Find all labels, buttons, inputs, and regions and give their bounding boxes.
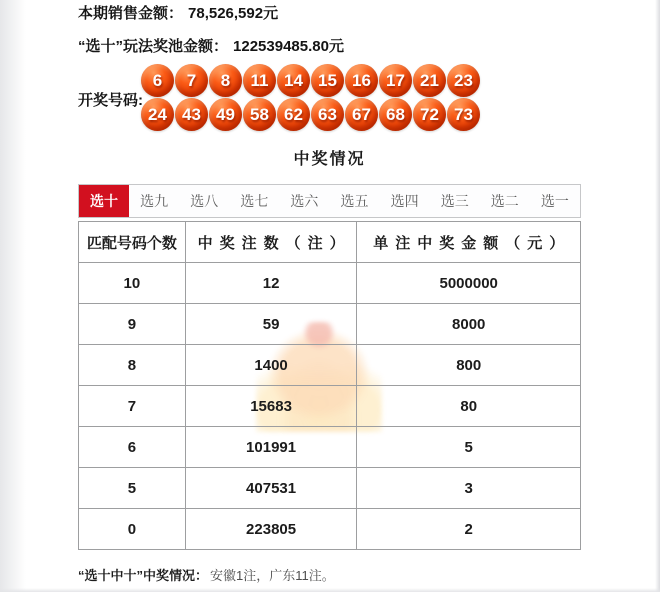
cell-prize: 80 <box>357 386 581 427</box>
lottery-ball: 62 <box>277 98 310 131</box>
header-winning-bets: 中奖注数（注） <box>185 222 357 263</box>
lottery-ball: 11 <box>243 64 276 97</box>
cell-bets: 223805 <box>185 509 357 550</box>
draw-balls-row-2 <box>141 98 480 131</box>
sales-amount-label: 本期销售金额： <box>78 5 184 22</box>
lottery-ball: 23 <box>447 64 480 97</box>
header-matched-count: 匹配号码个数 <box>79 222 186 263</box>
header-prize-per-bet: 单注中奖金额（元） <box>357 222 581 263</box>
cell-matched: 10 <box>79 263 186 304</box>
cell-matched: 7 <box>79 386 186 427</box>
lottery-ball: 63 <box>311 98 344 131</box>
table-row <box>79 304 581 345</box>
winning-status-title: 中奖情况 <box>293 151 366 168</box>
lottery-ball: 49 <box>209 98 242 131</box>
cell-prize: 5 <box>357 427 581 468</box>
pick10-result-footnote <box>78 565 335 584</box>
cell-matched: 9 <box>79 304 186 345</box>
table-row <box>79 386 581 427</box>
prize-table <box>78 221 581 550</box>
lottery-ball: 68 <box>379 98 412 131</box>
sales-amount-value: 78,526,592元 <box>188 5 279 22</box>
tab-pick5[interactable]: 选五 <box>340 193 369 209</box>
prize-pool-label: “选十”玩法奖池金额： <box>78 38 229 55</box>
cell-bets: 15683 <box>185 386 357 427</box>
lottery-ball: 58 <box>243 98 276 131</box>
draw-numbers-label: 开奖号码: <box>78 92 143 109</box>
lottery-ball: 21 <box>413 64 446 97</box>
tab-pick3[interactable]: 选三 <box>440 193 469 209</box>
lottery-ball: 43 <box>175 98 208 131</box>
page-right-edge-shading <box>655 0 660 592</box>
footnote-label: “选十中十”中奖情况： <box>78 568 209 583</box>
tab-pick4[interactable]: 选四 <box>390 193 419 209</box>
lottery-ball: 67 <box>345 98 378 131</box>
cell-matched: 0 <box>79 509 186 550</box>
cell-matched: 5 <box>79 468 186 509</box>
cell-bets: 12 <box>185 263 357 304</box>
tab-pick6[interactable]: 选六 <box>290 193 319 209</box>
cell-prize: 5000000 <box>357 263 581 304</box>
tab-pick2[interactable]: 选二 <box>490 193 519 209</box>
cell-bets: 407531 <box>185 468 357 509</box>
lottery-ball: 7 <box>175 64 208 97</box>
footnote-detail: 安徽1注，广东11注。 <box>210 568 335 583</box>
tab-pick7[interactable]: 选七 <box>240 193 269 209</box>
table-row <box>79 345 581 386</box>
lottery-ball: 73 <box>447 98 480 131</box>
sales-amount-line <box>78 2 278 23</box>
cell-bets: 1400 <box>185 345 357 386</box>
lottery-ball: 6 <box>141 64 174 97</box>
cell-bets: 101991 <box>185 427 357 468</box>
lottery-ball: 8 <box>209 64 242 97</box>
prize-pool-line <box>78 35 344 56</box>
lottery-ball: 17 <box>379 64 412 97</box>
table-row <box>79 468 581 509</box>
cell-matched: 8 <box>79 345 186 386</box>
lottery-ball: 72 <box>413 98 446 131</box>
cell-matched: 6 <box>79 427 186 468</box>
cell-prize: 2 <box>357 509 581 550</box>
table-row <box>79 509 581 550</box>
lottery-ball: 24 <box>141 98 174 131</box>
page-bottom-edge-shading <box>0 588 660 592</box>
tab-pick8[interactable]: 选八 <box>190 193 219 209</box>
cell-prize: 8000 <box>357 304 581 345</box>
table-row <box>79 263 581 304</box>
tab-pick9[interactable]: 选九 <box>140 193 169 209</box>
lottery-ball: 16 <box>345 64 378 97</box>
draw-balls-row-1 <box>141 64 480 97</box>
lottery-ball: 15 <box>311 64 344 97</box>
cell-prize: 800 <box>357 345 581 386</box>
tab-pick10[interactable]: 选十 <box>79 185 129 217</box>
cell-prize: 3 <box>357 468 581 509</box>
page-left-edge-shading <box>0 0 26 592</box>
game-type-tabbar <box>78 184 581 218</box>
tab-pick1[interactable]: 选一 <box>540 193 569 209</box>
table-header-row <box>79 222 581 263</box>
table-row <box>79 427 581 468</box>
lottery-ball: 14 <box>277 64 310 97</box>
prize-pool-value: 122539485.80元 <box>233 38 344 55</box>
cell-bets: 59 <box>185 304 357 345</box>
